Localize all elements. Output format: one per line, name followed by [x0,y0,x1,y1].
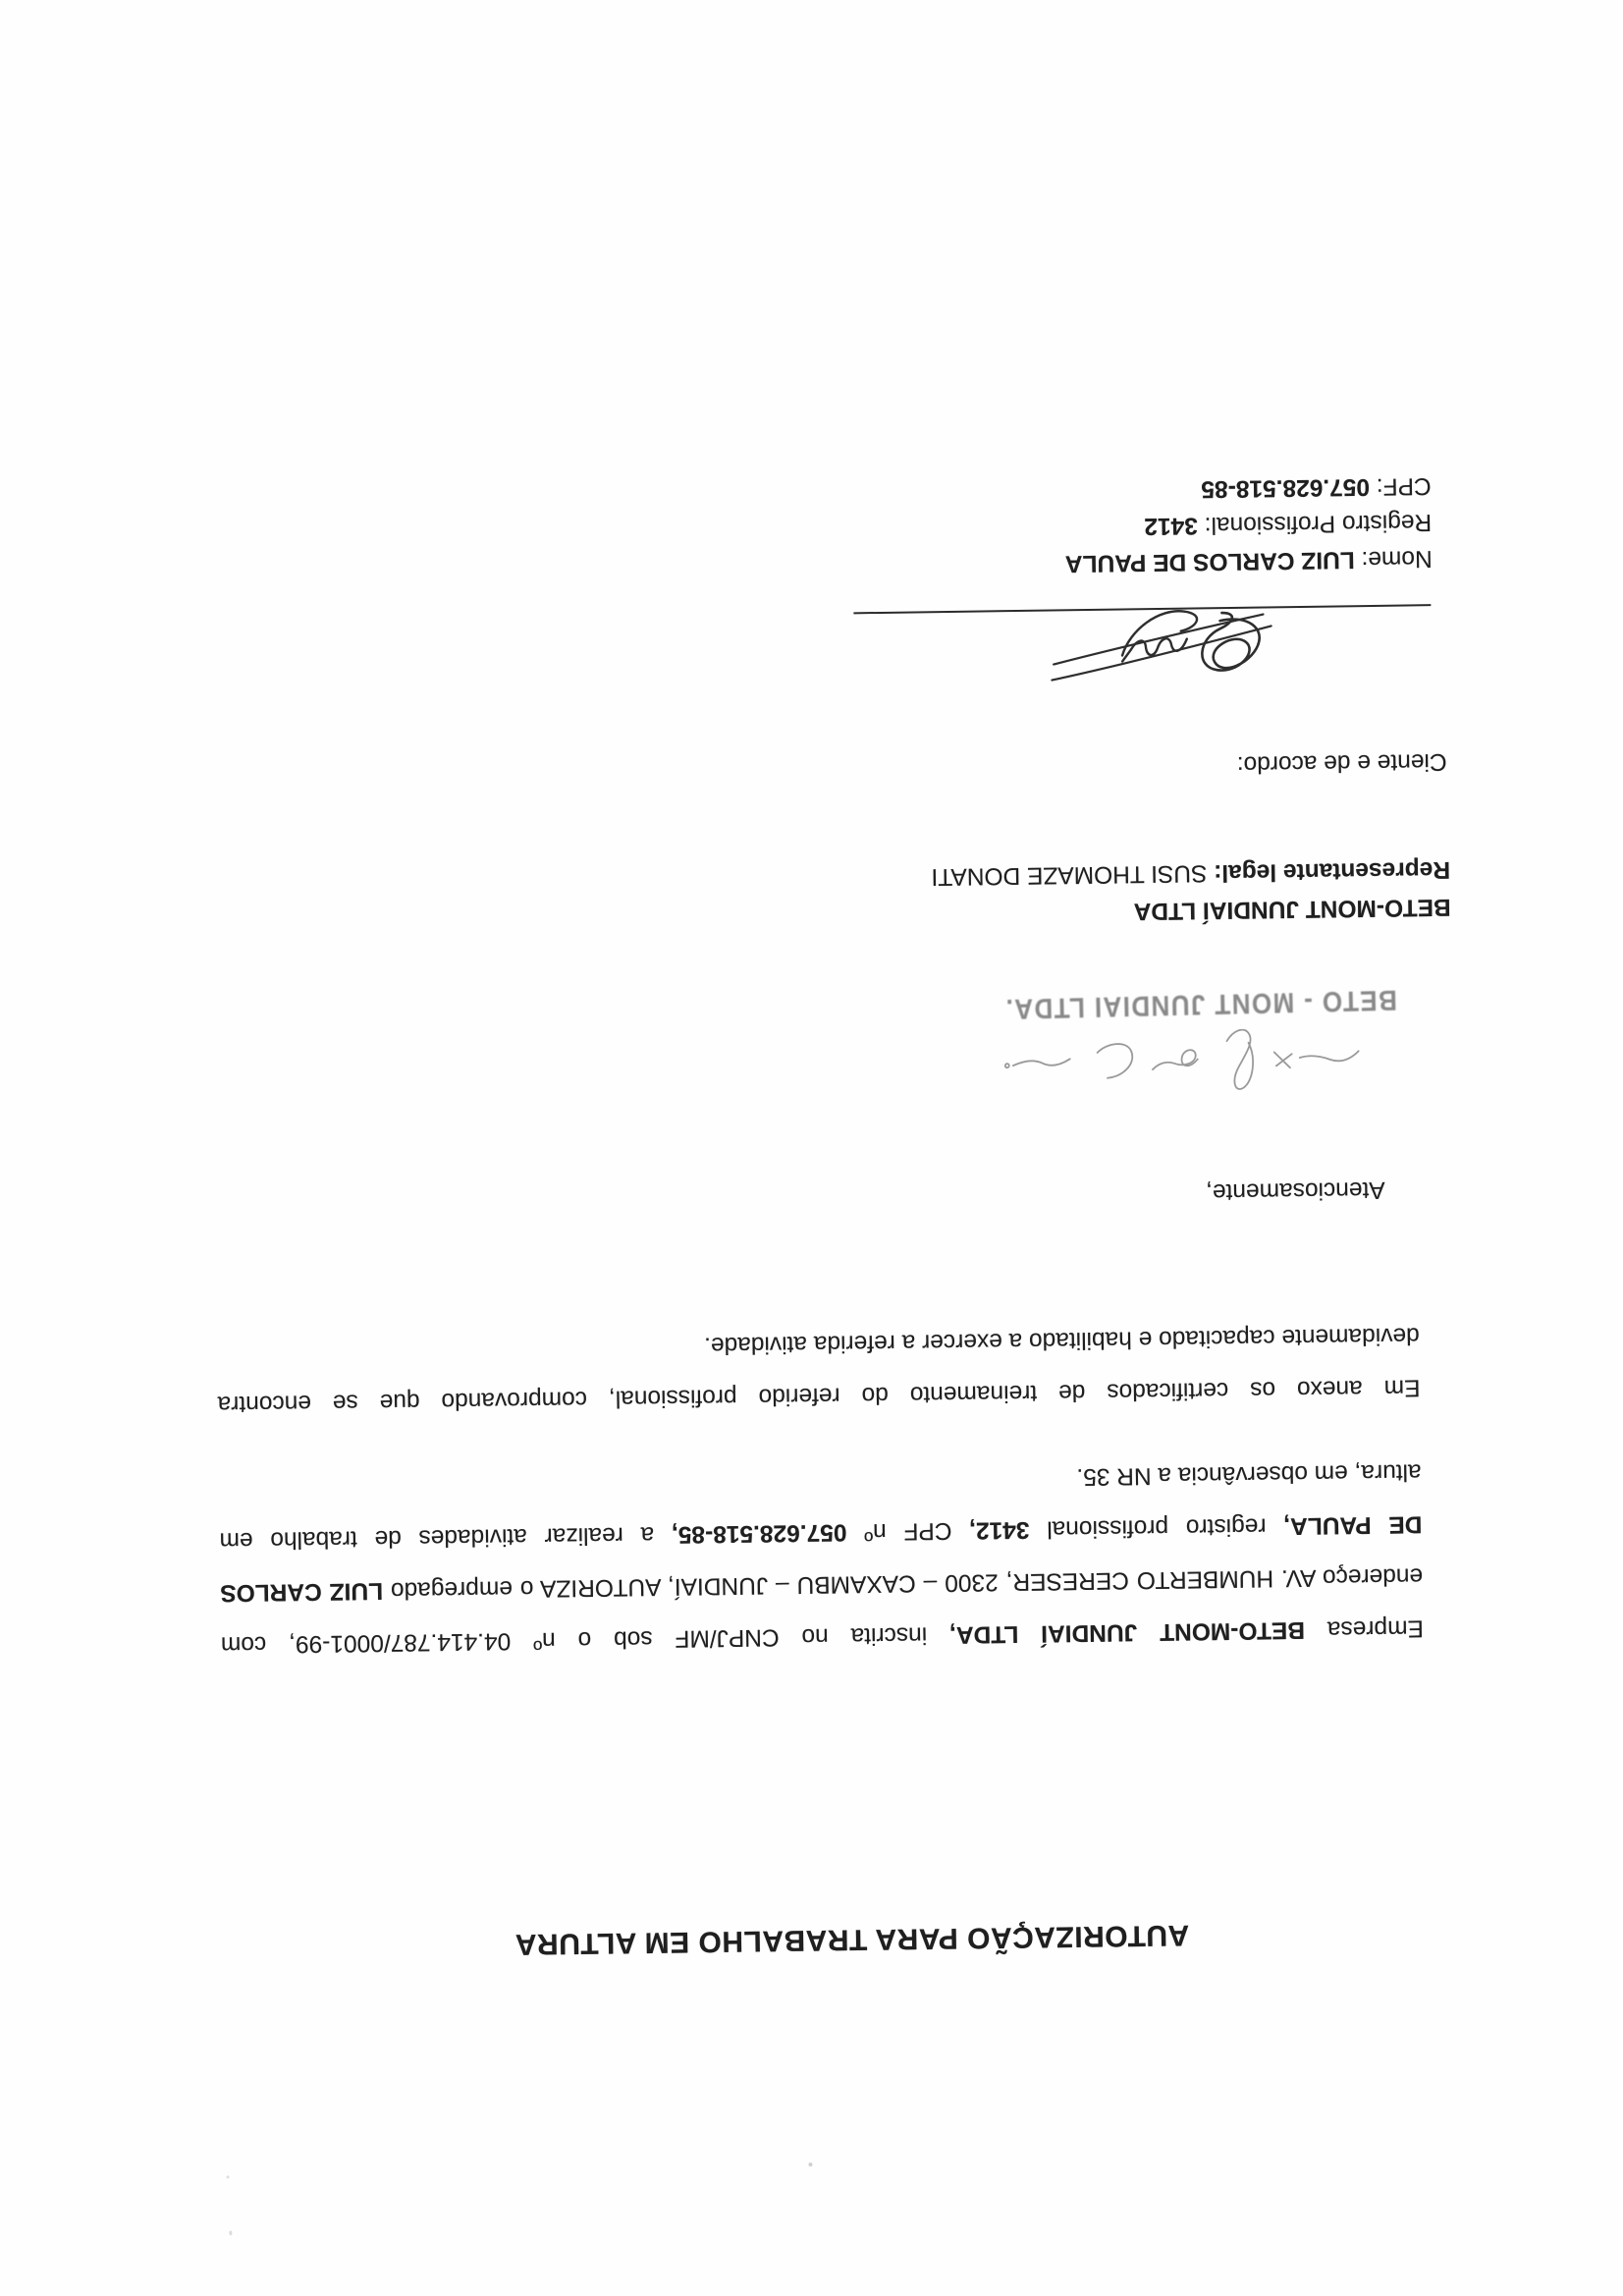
registration-number-bold: 3412, [968,1515,1030,1544]
signature-stroke [1274,1051,1359,1067]
acknowledgement-line: Ciente e de acordo: [1236,747,1447,778]
scan-speck [808,2162,812,2166]
company-name-line: BETO-MONT JUNDIAÍ LTDA [1133,893,1451,925]
name-label: Nome: [1354,545,1433,574]
body-text: Empresa [1304,1614,1425,1644]
body-text: endereço AV. HUMBERTO CERESER, 2300 – CAXAMBU – JUNDIAÍ, AUTORIZA o empregado [382,1562,1424,1605]
company-stamp: BETO - MONT JUNDIAI LTDA. [1003,983,1398,1025]
paragraph-attachments [216,1309,1420,1430]
body-text: inscrita no CNPJ/MF sob o nº 04.414.787/0001-99, com [220,1621,950,1659]
paragraph-line: Em anexo os certificados de treinamento do referido profissional, comprovando que se encontra [217,1374,1421,1418]
company-name-bold: BETO-MONT JUNDIAÍ LTDA, [948,1616,1306,1649]
body-text: a realizar atividades de trabalho em [219,1521,673,1555]
representative-signature [1001,1027,1365,1097]
closing-salutation: Atenciosamente, [1205,1175,1385,1206]
signature-stroke [1153,1050,1198,1069]
body-text: CPF nº [846,1516,970,1546]
legal-representative-name: SUSI THOMAZE DONATI [931,859,1215,891]
employee-name-bold: DE PAULA, [1283,1510,1423,1540]
scan-speck [227,2175,230,2178]
employee-cpf-line [1201,471,1432,502]
body-text: registro profissional [1029,1512,1284,1543]
signature-stroke [1226,1029,1253,1089]
cpf-value: 057.628.518-85 [1201,472,1371,503]
signature-stroke [1005,1059,1070,1067]
employee-name-line [1065,544,1433,576]
legal-representative-label: Representante legal: [1213,855,1451,887]
registration-value: 3412 [1144,512,1199,540]
cpf-number-bold: 057.628.518-85, [671,1518,847,1549]
cpf-label: CPF: [1369,472,1432,500]
signature-stroke [1098,1044,1133,1078]
document-title: AUTORIZAÇÃO PARA TRABALHO EM ALTURA [514,1918,1190,1961]
employee-name-bold: LUIZ CARLOS [220,1577,384,1607]
paragraph-line: altura, em observância a NR 35. [1076,1458,1422,1491]
name-value: LUIZ CARLOS DE PAULA [1064,546,1355,577]
employee-signature [1046,602,1277,691]
scan-speck [229,2230,232,2235]
employee-registration-line [1144,508,1432,539]
paragraph-authorization [218,1446,1424,1670]
legal-representative-line [931,855,1450,890]
paragraph-line: devidamente capacitado e habilitado a exercer a referida atividade. [703,1322,1420,1359]
signature-stroke [1122,638,1187,662]
registration-label: Registro Profissional: [1197,509,1433,539]
signature-stroke [1052,626,1272,680]
